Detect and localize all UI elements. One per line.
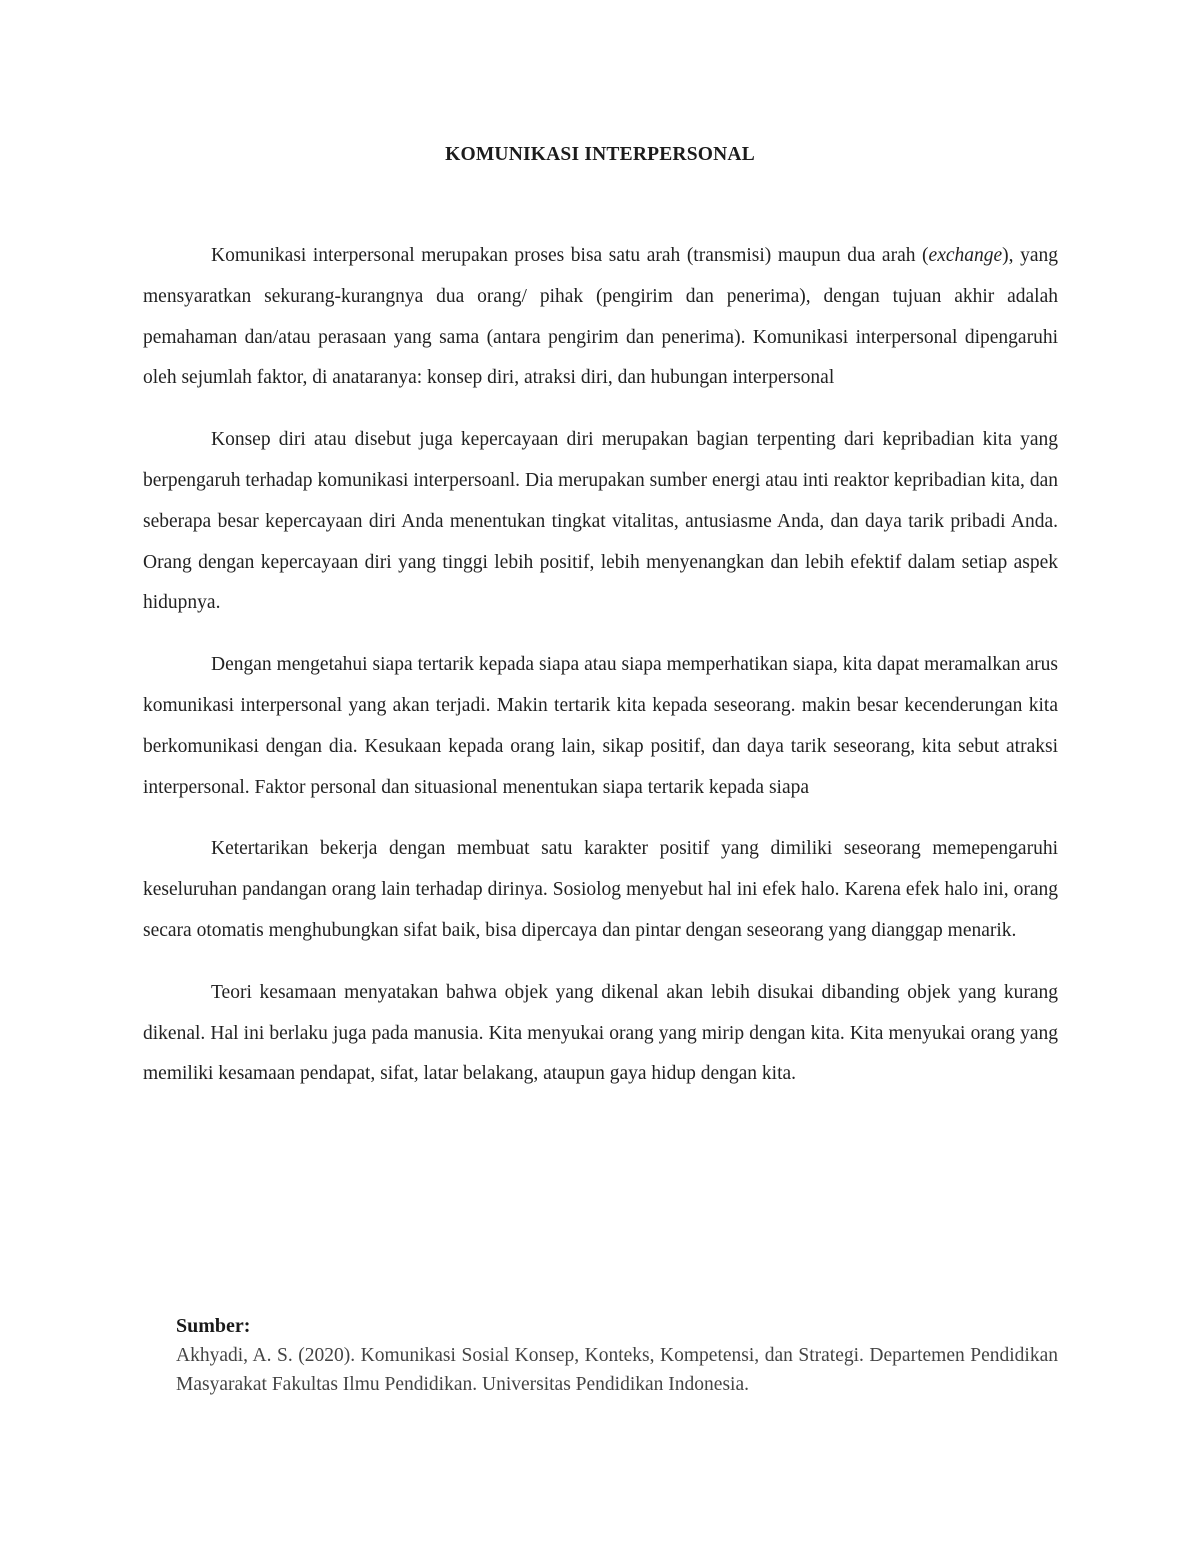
- sources-section: [176, 1312, 1058, 1399]
- paragraph-efek-halo: Ketertarikan bekerja dengan membuat satu karakter positif yang dimiliki seseorang memepengaruhi keseluruhan pandangan orang lain terhadap dirinya. Sosiolog menyebut hal ini efek halo. Karena efek halo ini, orang secara otomatis menghubungkan sifat baik, bisa dipercaya dan pintar dengan seseorang yang dianggap menarik.: [143, 838, 1058, 941]
- document-body: [143, 236, 1058, 1116]
- paragraph-intro: [143, 236, 1058, 399]
- paragraph-teori-kesamaan: Teori kesamaan menyatakan bahwa objek yang dikenal akan lebih disukai dibanding objek yang kurang dikenal. Hal ini berlaku juga pada manusia. Kita menyukai orang yang mirip dengan kita. Kita menyukai orang yang memiliki kesamaan pendapat, sifat, latar belakang, ataupun gaya hidup dengan kita.: [143, 981, 1058, 1085]
- document-title: KOMUNIKASI INTERPERSONAL: [445, 144, 755, 165]
- paragraph-intro-text-end: ), yang mensyaratkan sekurang-kurangnya dua orang/ pihak (pengirim dan penerima), dengan tujuan akhir adalah pemahaman dan/atau perasaan yang sama (antara pengirim dan penerima). Komunikasi interpersonal dipengaruhi oleh sejumlah faktor, di anataranya: konsep diri, atraksi diri, dan hubungan interpersonal: [143, 245, 1058, 389]
- sources-heading: Sumber:: [176, 1315, 251, 1337]
- paragraph-atraksi: Dengan mengetahui siapa tertarik kepada siapa atau siapa memperhatikan siapa, kita dapat meramalkan arus komunikasi interpersonal yang akan terjadi. Makin tertarik kita kepada seseorang. makin besar kecenderungan kita berkomunikasi dengan dia. Kesukaan kepada orang lain, sikap positif, dan daya tarik seseorang, kita sebut atraksi interpersonal. Faktor personal dan situasional menentukan siapa tertarik kepada siapa: [143, 654, 1058, 798]
- sources-reference: Akhyadi, A. S. (2020). Komunikasi Sosial Konsep, Konteks, Kompetensi, dan Strategi. Departemen Pendidikan Masyarakat Fakultas Ilmu Pendidikan. Universitas Pendidikan Indonesia.: [176, 1345, 1058, 1395]
- paragraph-konsep-diri: Konsep diri atau disebut juga kepercayaan diri merupakan bagian terpenting dari kepribadian kita yang berpengaruh terhadap komunikasi interpersoanl. Dia merupakan sumber energi atau inti reaktor kepribadian kita, dan seberapa besar kepercayaan diri Anda menentukan tingkat vitalitas, antusiasme Anda, dan daya tarik pribadi Anda. Orang dengan kepercayaan diri yang tinggi lebih positif, lebih menyenangkan dan lebih efektif dalam setiap aspek hidupnya.: [143, 429, 1058, 614]
- paragraph-intro-text-start: Komunikasi interpersonal merupakan proses bisa satu arah (transmisi) maupun dua arah (: [211, 245, 929, 266]
- paragraph-intro-italic-term: exchange: [928, 245, 1003, 266]
